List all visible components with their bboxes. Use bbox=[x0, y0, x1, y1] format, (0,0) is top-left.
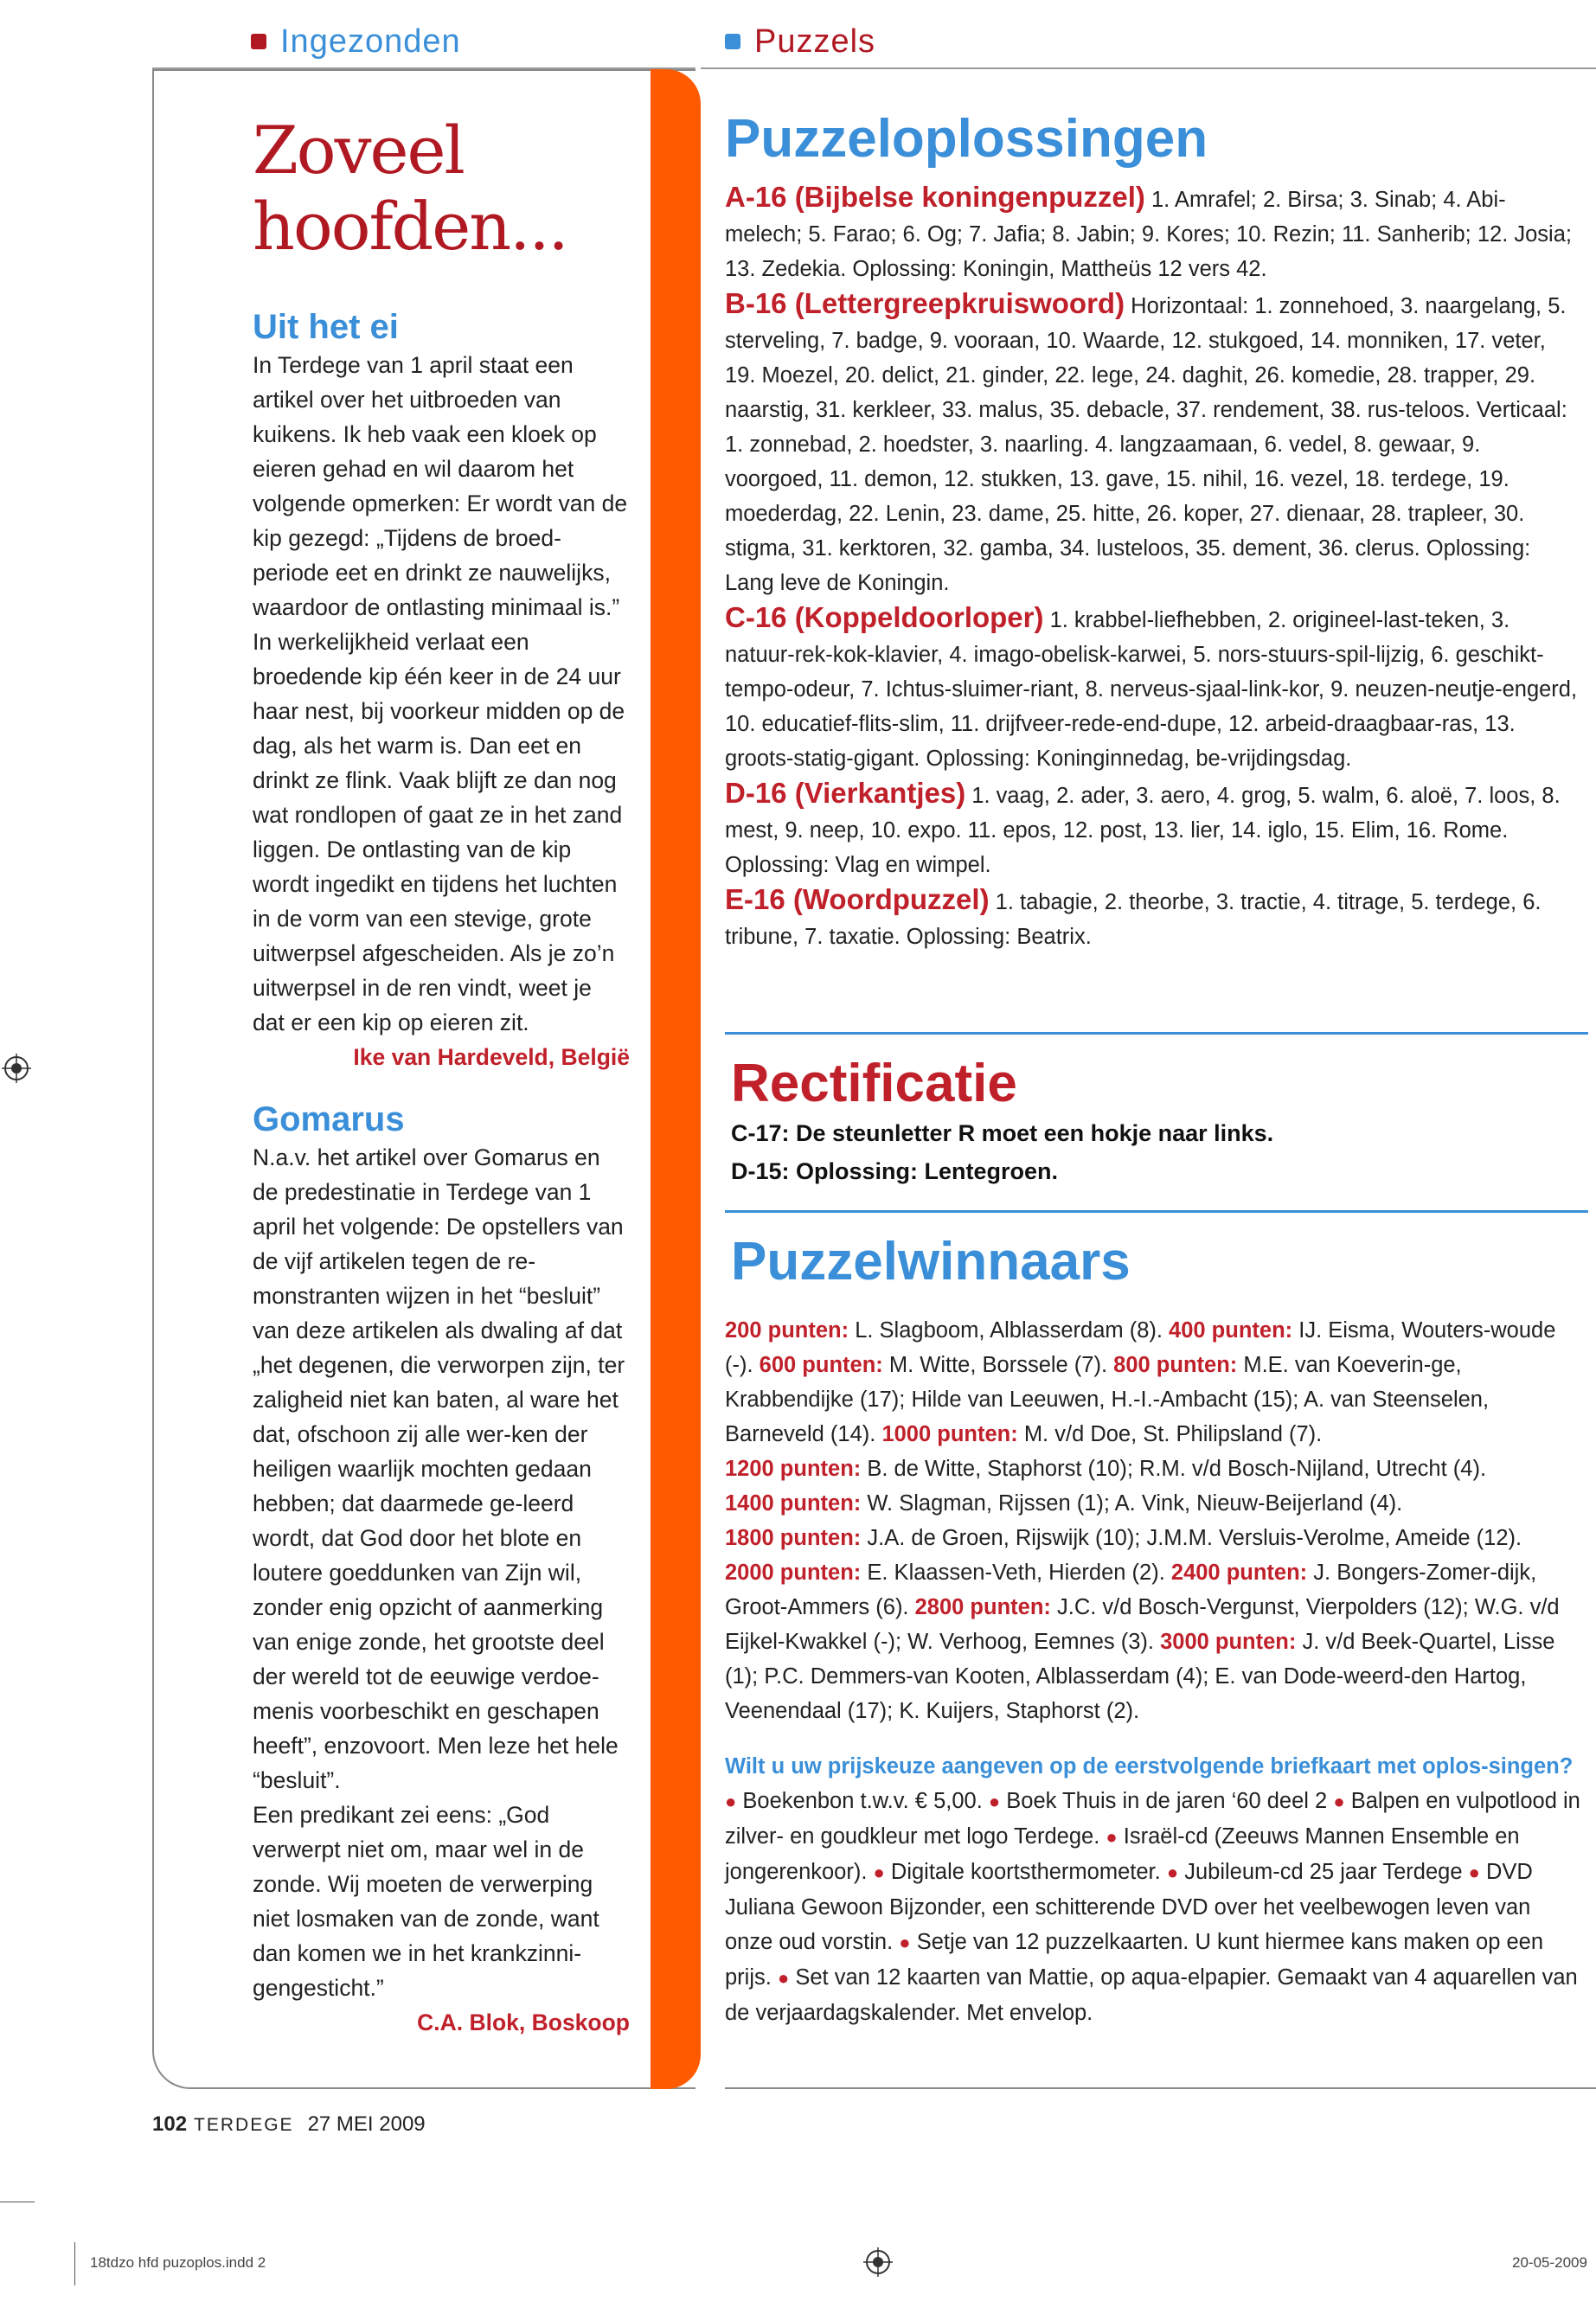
solutions-list bbox=[725, 180, 1581, 954]
page-number: 102 bbox=[152, 2112, 188, 2136]
winners-paragraph: 1800 punten: J.A. de Groen, Rijswijk (10); J.M.M. Versluis-Verolme, Ameide (12). bbox=[725, 1526, 1522, 1550]
winners-paragraph: 200 punten: L. Slagboom, Alblasserdam (8). 400 punten: IJ. Eisma, Wouters-woude (-). 600 punten: M. Witte, Borssele (7). 800 punten: M.E. van Koeverin-ge, Krabbendijke (17); Hilde van Leeuwen, H.-I.-Ambacht (15); A. van Steenselen, Barneveld (14). 1000 punten: M. v/d Doe, St. Philipsland (7). bbox=[725, 1318, 1556, 1446]
bullet-icon: ● bbox=[873, 1862, 885, 1883]
header-rule-right bbox=[701, 67, 1596, 69]
rectificatie-line: D-15: Oplossing: Lentegroen. bbox=[731, 1158, 1059, 1184]
slug-filename: 18tdzo hfd puzoplos.indd 2 bbox=[90, 2254, 266, 2271]
section-label-ingezonden bbox=[251, 19, 461, 64]
prize-item: Jubileum-cd 25 jaar Terdege bbox=[1184, 1860, 1463, 1884]
issue-date: 27 MEI 2009 bbox=[307, 2112, 426, 2136]
solution-item: B-16 (Lettergreepkruiswoord) Horizontaal: 1. zonnehoed, 3. naargelang, 5. sterveling, 7. badge, 9. vooraan, 10. Waarde, 12. stukgoed, 14. monniken, 17. veter, 19. Moezel, 20. delict, 21. ginder, 22. lege, 24. daghit, 26. komedie, 28. trapper, 29. naarstig, 31. kerkleer, 33. malus, 35. debacle, 37. rendement, 38. rus-teloos. Verticaal: 1. zonnebad, 2. hoedster, 3. naarling. 4. langzaamaan, 6. vedel, 8. gewaar, 9. voorgoed, 11. demon, 12. stukken, 13. gave, 15. nihil, 16. vezel, 18. terdege, 19. moederdag, 22. Lenin, 23. dame, 25. hitte, 26. koper, 27. dienaar, 28. trapleer, 30. stigma, 31. kerktoren, 32. gamba, 34. lusteloos, 35. dement, 36. clerus. Oplossing: Lang leve de Koningin. bbox=[725, 287, 1567, 595]
winners-heading-wrap bbox=[731, 1232, 1587, 1292]
slug-date: 20-05-2009 bbox=[1512, 2254, 1587, 2271]
page-title: Zoveel hoofden... bbox=[253, 112, 567, 265]
bullet-icon: ● bbox=[777, 1967, 790, 1989]
letter-signature: C.A. Blok, Boskoop bbox=[417, 2009, 630, 2035]
letters-column bbox=[253, 104, 630, 2040]
rectificatie-section bbox=[731, 1054, 1587, 1190]
prizes-question: Wilt u uw prijskeuze aangeven op de eerstvolgende briefkaart met oplos-singen? bbox=[725, 1754, 1574, 1779]
letter-body: Een predikant zei eens: „God verwerpt niet om, maar wel in de zonde. Wij moeten de verwerping niet losmaken van de zonde, want dan komen we in het krankzinni-gengesticht.” bbox=[253, 1802, 599, 2001]
prize-item: Boekenbon t.w.v. € 5,00. bbox=[742, 1789, 983, 1813]
letter-heading: Uit het ei bbox=[253, 308, 399, 346]
bullet-icon: ● bbox=[1106, 1826, 1118, 1848]
blue-square-icon bbox=[725, 34, 740, 49]
prizes-paragraph bbox=[725, 1749, 1581, 2030]
prize-item: Israël-cd (Zeeuws Mannen Ensemble en jongerenkoor). bbox=[725, 1824, 1520, 1884]
letter-body: In Terdege van 1 april staat een artikel over het uitbroeden van kuikens. Ik heb vaak een kloek op eieren gehad en wil daarom het volgende opmerken: Er wordt van de kip gezegd: „Tijdens de broed-periode eet en drinkt ze nauwelijks, waardoor de ontlasting minimaal is.” In werkelijkheid verlaat een broedende kip één keer in de 24 uur haar nest, bij voorkeur midden op de dag, als het warm is. Dan eet en drinkt ze flink. Vaak blijft ze dan nog wat rondlopen of gaat ze in het zand liggen. De ontlasting van de kip wordt ingedikt en tijdens het luchten in de vorm van een stevige, grote uitwerpsel afgescheiden. Als je zo’n uitwerpsel in de ren vindt, weet je dat er een kip op eieren zit. bbox=[253, 352, 628, 1035]
registration-mark-icon bbox=[2, 1054, 31, 1083]
divider-rule bbox=[725, 1032, 1588, 1035]
letter-heading: Gomarus bbox=[253, 1100, 405, 1138]
bullet-icon: ● bbox=[899, 1932, 911, 1953]
letter-signature: Ike van Hardeveld, België bbox=[353, 1044, 630, 1070]
registration-mark-icon bbox=[863, 2247, 893, 2277]
winners-paragraph: 2000 punten: E. Klaassen-Veth, Hierden (2). 2400 punten: J. Bongers-Zomer-dijk, Groot-Ammers (6). 2800 punten: J.C. v/d Bosch-Vergunst, Vierpolders (12); W.G. v/d Eijkel-Kwakkel (-); W. Verhoog, Eemnes (3). 3000 punten: J. v/d Beek-Quartel, Lisse (1); P.C. Demmers-van Kooten, Alblasserdam (4); E. van Dode-weerd-den Hartog, Veenendaal (17); K. Kuijers, Staphorst (2). bbox=[725, 1561, 1560, 1723]
section-label-text: Puzzels bbox=[754, 22, 876, 60]
divider-rule bbox=[725, 1210, 1588, 1213]
section-label-text: Ingezonden bbox=[280, 22, 461, 60]
bullet-icon: ● bbox=[1333, 1791, 1345, 1812]
solutions-heading: Puzzeloplossingen bbox=[725, 109, 1208, 169]
prize-item: Balpen en vulpotlood in zilver- en goudkleur met logo Terdege. bbox=[725, 1789, 1580, 1849]
prize-item: Set van 12 kaarten van Mattie, op aqua-elpapier. Gemaakt van 4 aquarellen van de verjaardagskalender. Met envelop. bbox=[725, 1965, 1578, 2025]
solution-item: A-16 (Bijbelse koningenpuzzel) 1. Amrafel; 2. Birsa; 3. Sinab; 4. Abi-melech; 5. Farao; 6. Og; 7. Jafia; 8. Jabin; 9. Kores; 10. Rezin; 11. Sanherib; 12. Josia; 13. Zedekia. Oplossing: Koningin, Mattheüs 12 vers 42. bbox=[725, 181, 1572, 281]
folio bbox=[152, 2112, 426, 2137]
red-square-icon bbox=[251, 34, 266, 49]
prize-item: Boek Thuis in de jaren ‘60 deel 2 bbox=[1006, 1789, 1328, 1813]
bottom-rule bbox=[725, 2087, 1596, 2089]
rectificatie-line: C-17: De steunletter R moet een hokje naar links. bbox=[731, 1120, 1274, 1146]
bullet-icon: ● bbox=[725, 1791, 737, 1812]
section-label-puzzels bbox=[725, 19, 875, 64]
prize-item: Digitale koortsthermometer. bbox=[890, 1860, 1161, 1884]
letter-body: N.a.v. het artikel over Gomarus en de predestinatie in Terdege van 1 april het volgende: De opstellers van de vijf artikelen tegen de re-monstranten wijzen in het “besluit” van deze artikelen als dwaling af dat „het degenen, die verworpen zijn, ter zaligheid niet kan baten, al ware het dat, ofschoon zij alle wer-ken der heiligen waarlijk mochten gedaan hebben; dat daarmede ge-leerd wordt, dat God door het blote en loutere goeddunken van Zijn wil, zonder enig opzicht of aanmerking van enige zonde, het grootste deel der wereld tot de eeuwige verdoe-menis voorbeschikt en geschapen heeft”, enzovoort. Men leze het hele “besluit”. bbox=[253, 1144, 625, 1793]
bullet-icon: ● bbox=[1468, 1862, 1480, 1883]
crop-mark bbox=[74, 2242, 75, 2285]
solution-item: E-16 (Woordpuzzel) 1. tabagie, 2. theorbe, 3. tractie, 4. titrage, 5. terdege, 6. tribune, 7. taxatie. Oplossing: Beatrix. bbox=[725, 883, 1542, 949]
rectificatie-heading: Rectificatie bbox=[731, 1054, 1017, 1113]
winners-list bbox=[725, 1313, 1581, 2030]
bullet-icon: ● bbox=[988, 1791, 1001, 1812]
magazine-name: TERDEGE bbox=[194, 2115, 294, 2135]
puzzle-solutions bbox=[725, 109, 1581, 954]
winners-heading: Puzzelwinnaars bbox=[731, 1232, 1131, 1292]
winners-paragraph: 1200 punten: B. de Witte, Staphorst (10); R.M. v/d Bosch-Nijland, Utrecht (4). bbox=[725, 1457, 1487, 1481]
prize-item: Setje van 12 puzzelkaarten. U kunt hiermee kans maken op een prijs. bbox=[725, 1930, 1544, 1990]
solution-item: C-16 (Koppeldoorloper) 1. krabbel-liefhebben, 2. origineel-last-teken, 3. natuur-rek-kok-klavier, 4. imago-obelisk-karwei, 5. nors-stuurs-spil-lijzig, 6. geschikt-tempo-odeur, 7. Ichtus-sluimer-riant, 8. nerveus-sjaal-link-kor, 9. neuzen-neutje-engerd, 10. educatief-flits-slim, 11. drijfveer-rede-end-dupe, 12. arbeid-draagbaar-ras, 13. groots-statig-gigant. Oplossing: Koninginnedag, be-vrijdingsdag. bbox=[725, 601, 1578, 771]
bullet-icon: ● bbox=[1166, 1862, 1179, 1883]
winners-paragraph: 1400 punten: W. Slagman, Rijssen (1); A. Vink, Nieuw-Beijerland (4). bbox=[725, 1491, 1403, 1516]
orange-accent-bar bbox=[651, 69, 701, 2089]
solution-item: D-16 (Vierkantjes) 1. vaag, 2. ader, 3. aero, 4. grog, 5. walm, 6. aloë, 7. loos, 8. mest, 9. neep, 10. expo. 11. epos, 12. post, 13. lier, 14. iglo, 15. Elim, 16. Rome. Oplossing: Vlag en wimpel. bbox=[725, 777, 1561, 877]
prize-item: DVD Juliana Gewoon Bijzonder, een schitterende DVD over het veelbewogen leven van onze oud vorstin. bbox=[725, 1860, 1533, 1954]
